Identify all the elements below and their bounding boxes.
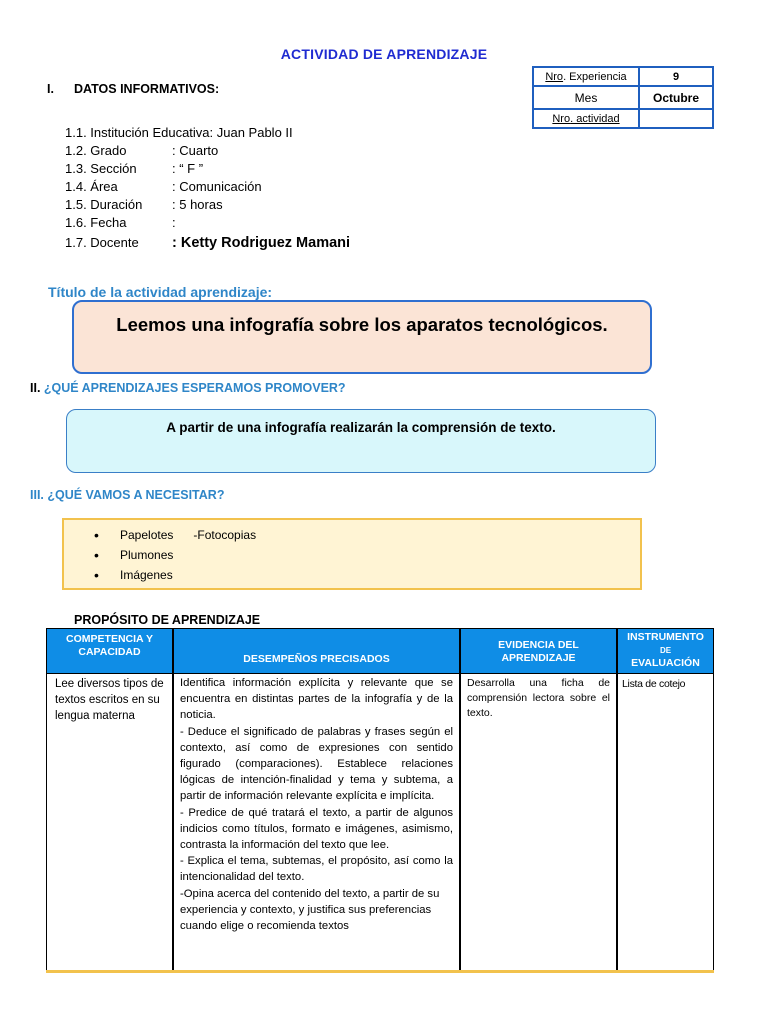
material-item: Papelotes bbox=[120, 528, 174, 542]
header-desempenos bbox=[173, 628, 460, 674]
experience-value: 9 bbox=[639, 67, 713, 86]
competencia-text: Lee diversos tipos de textos escritos en su lengua materna bbox=[55, 678, 164, 722]
header-evidencia bbox=[460, 628, 617, 674]
desempeno-item: - Deduce el significado de palabras y frases según el contexto, así como de expresiones con sentido figurado (comparaciones). Establece relaciones lógicas de intención-finalidad y tema y subtema, a partir de información relevante explícita e implícita. bbox=[180, 725, 453, 803]
datos-key: 1.1. Institución Educativa: Juan Pablo II bbox=[65, 125, 293, 140]
desempeno-item: -Opina acerca del contenido del texto, a partir de su experiencia y contexto, y justifica sus preferencias cuando elige o recomienda textos bbox=[180, 887, 440, 933]
experience-table bbox=[532, 66, 714, 129]
proposito-table bbox=[46, 628, 714, 972]
datos-key: 1.3. Sección bbox=[65, 161, 137, 176]
month-label: Mes bbox=[533, 86, 639, 109]
datos-row-area bbox=[65, 178, 350, 196]
datos-key: 1.2. Grado bbox=[65, 143, 127, 158]
datos-key: 1.6. Fecha bbox=[65, 215, 127, 230]
header-text: APRENDIZAJE bbox=[501, 652, 576, 664]
evidencia-text: Desarrolla una ficha de comprensión lectora sobre el texto. bbox=[467, 677, 610, 719]
datos-row-institucion bbox=[65, 124, 350, 142]
datos-row-fecha bbox=[65, 214, 350, 232]
nro-label-2: Nro bbox=[552, 112, 571, 125]
activity-label bbox=[533, 109, 639, 128]
datos-row-seccion bbox=[65, 160, 350, 178]
activity-value bbox=[639, 109, 713, 128]
titulo-label: Título de la actividad aprendizaje: bbox=[48, 284, 273, 300]
titulo-text: Leemos una infografía sobre los aparatos tecnológicos. bbox=[116, 314, 608, 335]
datos-key: 1.7. Docente bbox=[65, 235, 139, 250]
header-text: EVIDENCIA DEL bbox=[498, 639, 579, 651]
cell-competencia bbox=[46, 674, 173, 972]
section-i-heading bbox=[47, 82, 219, 96]
materiales-list bbox=[94, 526, 256, 586]
section-iii-heading: III. ¿QUÉ VAMOS A NECESITAR? bbox=[30, 488, 225, 502]
list-item bbox=[94, 566, 256, 586]
desempeno-item: - Predice de qué tratará el texto, a partir de algunos indicios como títulos, formato e imágenes, asimismo, contrasta la información del texto que lee. bbox=[180, 806, 453, 852]
datos-value: : bbox=[172, 215, 176, 230]
desempeno-item: - Explica el tema, subtemas, el propósito, así como la intencionalidad del texto. bbox=[180, 855, 453, 884]
aprendizaje-text: A partir de una infografía realizarán la comprensión de texto. bbox=[166, 420, 556, 435]
section-ii-heading bbox=[30, 381, 346, 395]
material-extra: -Fotocopias bbox=[193, 528, 257, 542]
section-i-label: DATOS INFORMATIVOS: bbox=[74, 82, 220, 96]
material-item: Plumones bbox=[120, 548, 174, 562]
header-text: DE bbox=[659, 646, 672, 655]
section-ii-label: ¿QUÉ APRENDIZAJES ESPERAMOS PROMOVER? bbox=[43, 381, 346, 395]
cell-instrumento bbox=[617, 674, 714, 972]
section-ii-number: II. bbox=[30, 381, 41, 395]
header-text: DESEMPEÑOS PRECISADOS bbox=[243, 653, 390, 665]
header-text: EVALUACIÓN bbox=[631, 657, 700, 669]
datos-row-duracion bbox=[65, 196, 350, 214]
instrumento-text: Lista de cotejo bbox=[622, 678, 686, 690]
header-text: COMPETENCIA Y bbox=[66, 633, 153, 645]
table-bottom-border bbox=[46, 970, 714, 973]
datos-value: : “ F ” bbox=[172, 161, 204, 176]
datos-value: : Cuarto bbox=[172, 143, 219, 158]
datos-key: 1.5. Duración bbox=[65, 197, 143, 212]
cell-desempenos bbox=[173, 674, 460, 972]
experience-label bbox=[533, 67, 639, 86]
datos-value: : 5 horas bbox=[172, 197, 223, 212]
header-text: CAPACIDAD bbox=[78, 646, 141, 658]
list-item bbox=[94, 546, 256, 566]
month-row bbox=[533, 86, 713, 109]
activity-label-text: . actividad bbox=[570, 112, 620, 125]
header-competencia bbox=[46, 628, 173, 674]
datos-row-grado bbox=[65, 142, 350, 160]
page-title: ACTIVIDAD DE APRENDIZAJE bbox=[280, 46, 488, 62]
experience-row bbox=[533, 67, 713, 86]
datos-list bbox=[65, 124, 350, 254]
titulo-box bbox=[72, 300, 652, 374]
datos-value: : Ketty Rodriguez Mamani bbox=[172, 235, 351, 251]
section-i-number: I. bbox=[47, 82, 54, 96]
month-value: Octubre bbox=[639, 86, 713, 109]
desempenos-list bbox=[174, 674, 459, 935]
datos-row-docente bbox=[65, 232, 350, 254]
desempeno-item: Identifica información explícita y relevante que se encuentra en distintas partes de la infografía y de la noticia. bbox=[180, 677, 453, 722]
experience-label-text: . Experiencia bbox=[563, 70, 627, 83]
nro-label: Nro bbox=[545, 70, 564, 83]
header-instrumento bbox=[617, 628, 714, 674]
list-item bbox=[94, 526, 256, 546]
header-text: INSTRUMENTO bbox=[627, 631, 704, 643]
proposito-label: PROPÓSITO DE APRENDIZAJE bbox=[74, 613, 261, 627]
aprendizaje-box bbox=[66, 409, 656, 473]
material-item: Imágenes bbox=[120, 568, 173, 582]
materiales-box bbox=[62, 518, 642, 590]
activity-row bbox=[533, 109, 713, 128]
datos-value: : Comunicación bbox=[172, 179, 262, 194]
cell-evidencia bbox=[460, 674, 617, 972]
datos-key: 1.4. Área bbox=[65, 179, 118, 194]
